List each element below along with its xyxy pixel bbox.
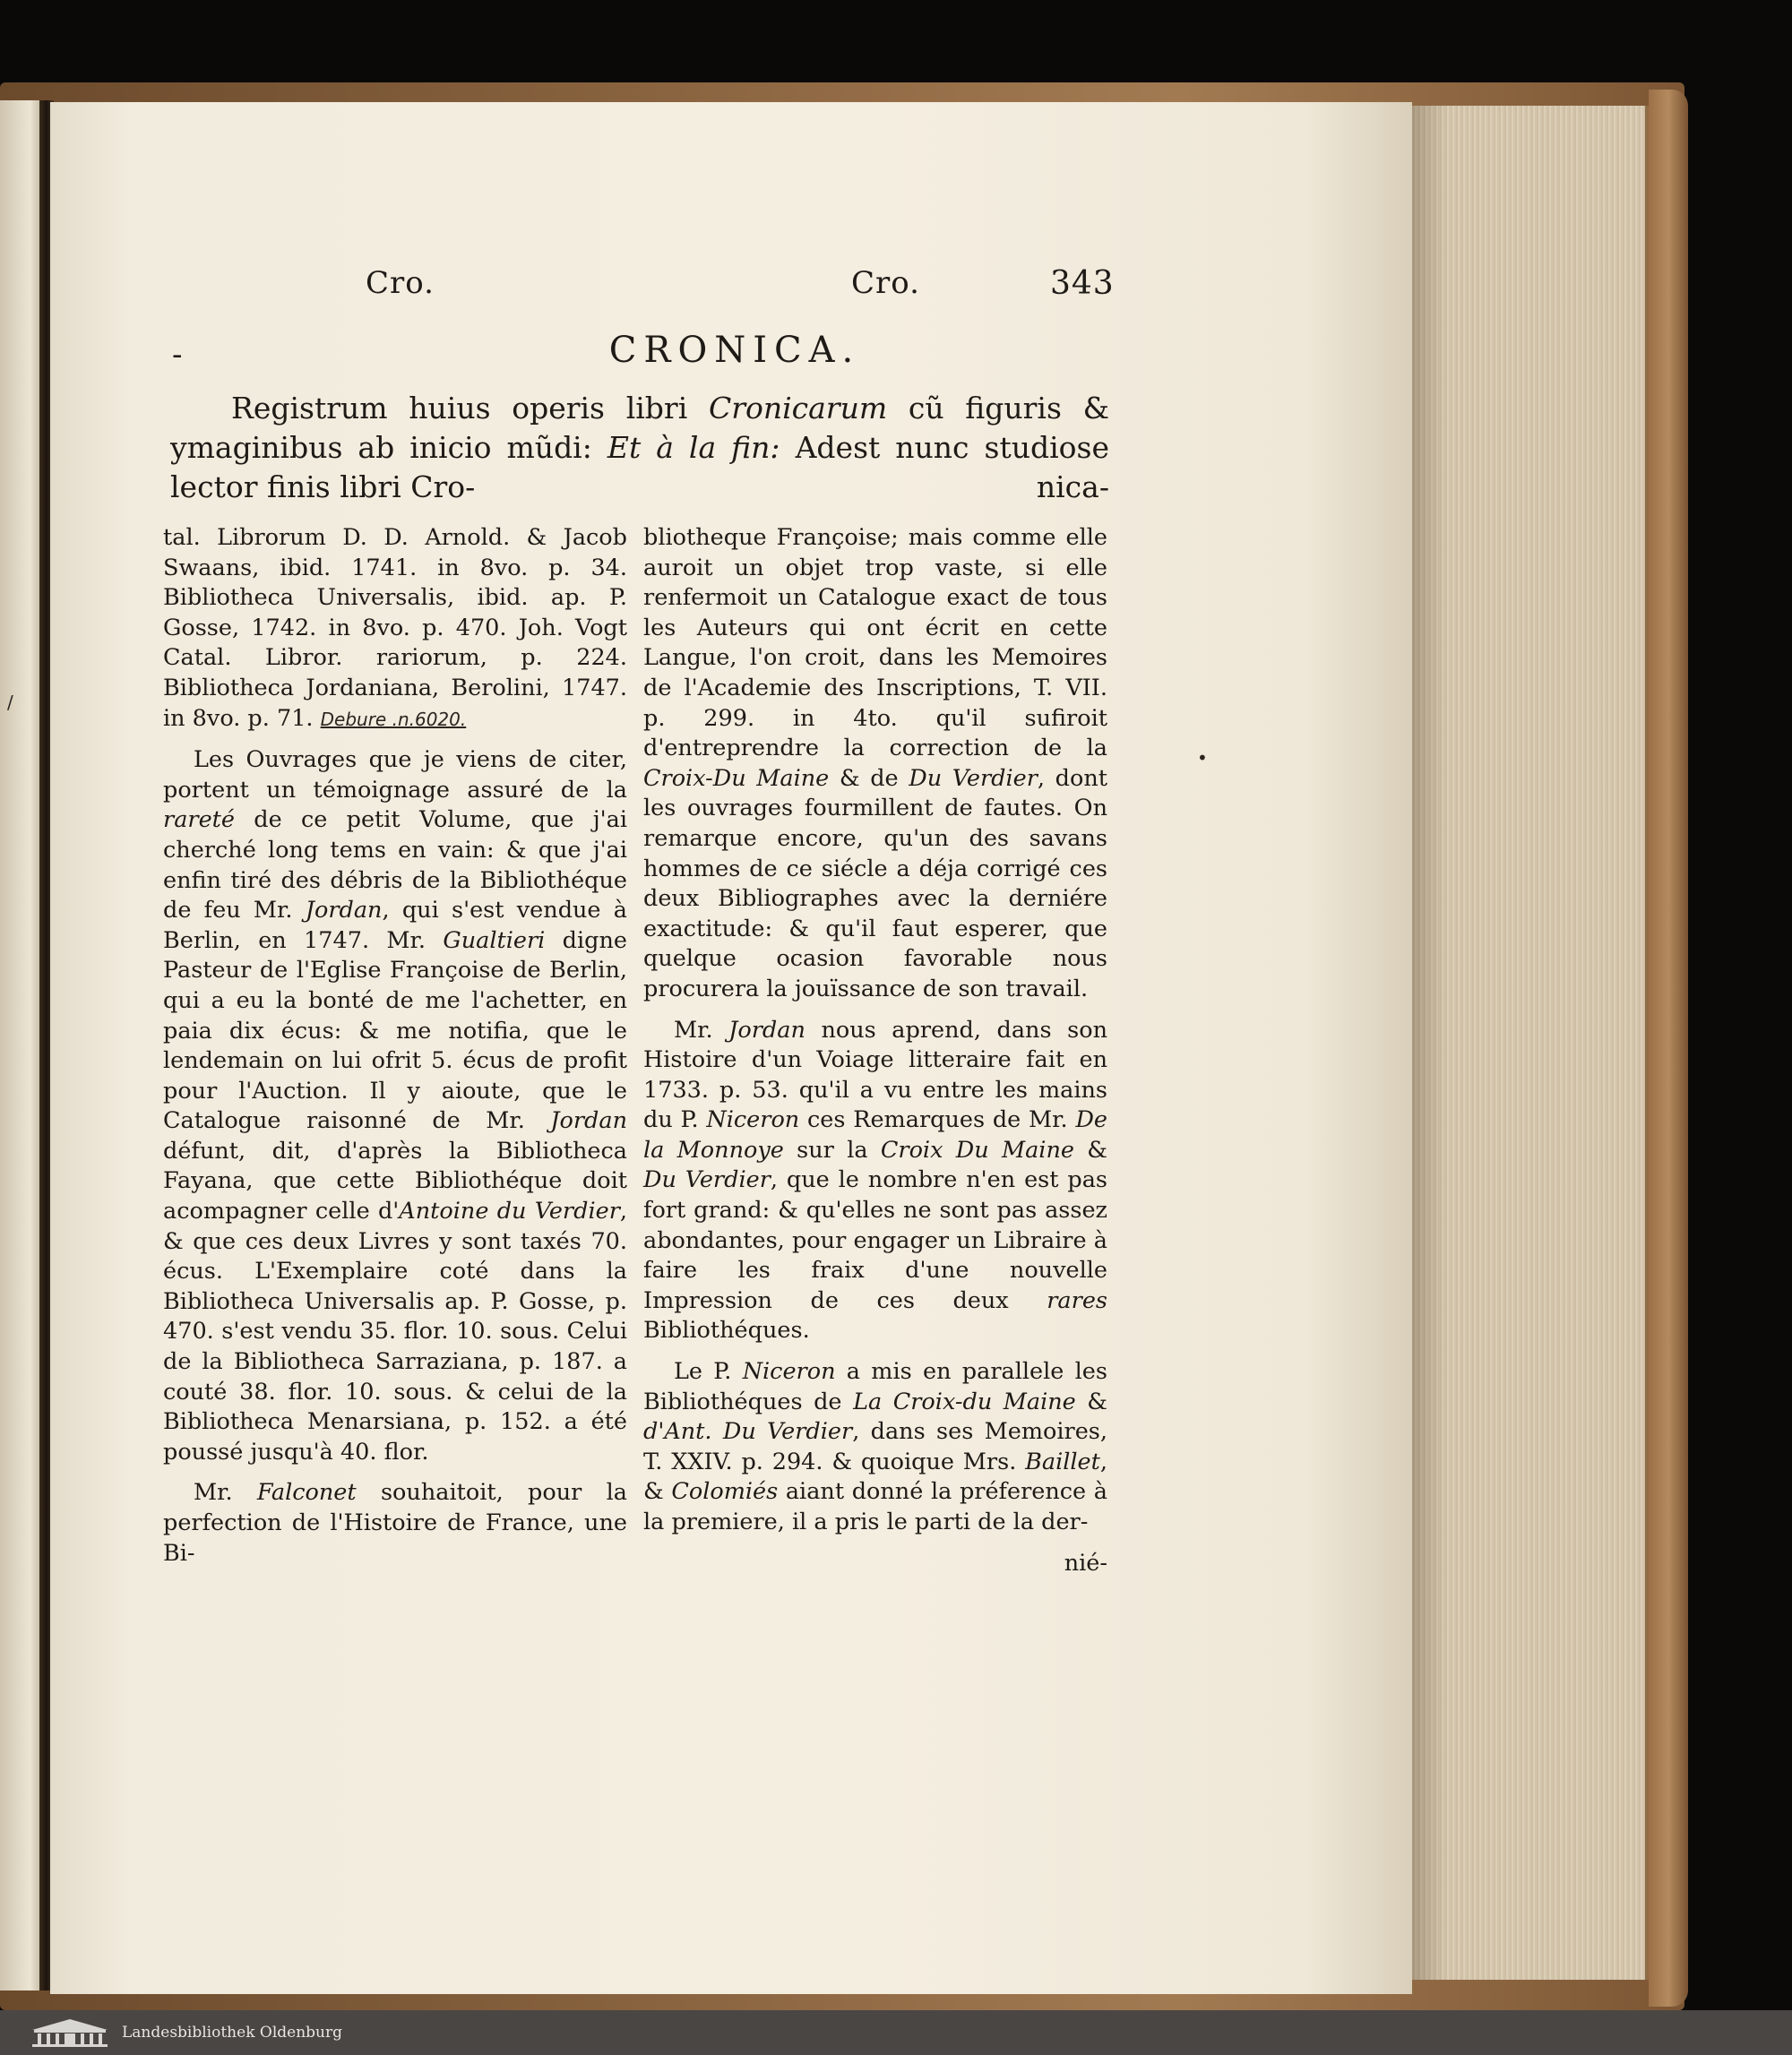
text-run: ces Remarques de Mr. [799,1106,1076,1134]
text-run: & [1073,1136,1107,1164]
italic-text: rares [1047,1286,1107,1314]
text-run: a mis en parallele les Bibliothéques de [643,1358,1107,1415]
italic-text: Niceron [706,1106,800,1134]
italic-text: Niceron [742,1358,836,1386]
catchword: nié- [1064,1549,1107,1577]
italic-text: La Croix-du Maine [853,1388,1076,1415]
italic-text: Du Verdier [643,1166,771,1194]
paragraph [163,1478,627,1569]
paragraph [643,1357,1107,1538]
text-run: , dont les ouvrages fourmillent de fautes. On remarque encore, qu'un des savans hommes de ce siécle a déja corrigé ces deux Bibliographes avec la derniére exactitude: & qu'il faut esperer, que quelque ocasion favorable nous procurera la jouïssance de son travail. [643,764,1107,1002]
text-run: Adest nunc studiose lector finis libri Cro- [170,430,1109,504]
facing-page [0,100,43,1991]
text-run: bliotheque Françoise; mais comme elle auroit un objet trop vaste, si elle renfermoit un Catalogue exact de tous les Auteurs qui ont écrit en cette Langue, l'on croit, dans les Memoires de l'Academie des Inscriptions, T. VII. p. 299. in 4to. qu'il sufiroit d'entreprendre la correction de la [643,524,1107,762]
italic-text: Colomiés [671,1478,779,1506]
left-column [163,523,627,1579]
margin-mark: • [1197,747,1208,769]
page-number: 343 [1050,265,1115,302]
text-run: Registrum huius operis libri [231,391,709,426]
italic-text: Et à la fin: [607,430,780,465]
text-run: nous aprend, dans son Histoire d'un Voiage litteraire fait en 1733. p. 53. qu'il a vu entre les mains du P. [643,1016,1107,1134]
text-run: Le P. [674,1358,743,1386]
italic-text: Gualtieri [443,926,546,954]
italic-text: Du Verdier [909,764,1038,792]
text-run: & [1075,1388,1107,1415]
library-building-icon [27,2017,113,2048]
italic-text: Jordan [728,1016,806,1044]
text-run: aiant donné la préference à la premiere, il a pris le parti de la der- [643,1478,1107,1535]
text-run: & de [829,764,909,792]
paragraph [163,523,627,735]
italic-text: Jordan [550,1107,627,1135]
text-run: , que le nombre n'en est pas fort grand: & qu'elles ne sont pas assez abondantes, pour engager un Libraire à faire les fraix d'une nouvelle Impression de ces deux [643,1166,1107,1314]
italic-text: Croix-Du Maine [643,764,830,792]
paragraph [163,745,627,1467]
italic-text: d'Ant. Du Verdier [643,1418,853,1446]
italic-text: Jordan [305,897,383,924]
title-dash: - [172,337,183,373]
italic-text: Antoine du Verdier [399,1198,620,1225]
right-column [643,523,1107,1578]
text-run: souhaitoit, pour la perfection de l'Histoire de France, une Bi- [163,1479,627,1567]
footer-bar [0,2010,1792,2055]
italic-text: De la Monnoye [643,1106,1107,1164]
handwritten-annotation: Debure .n.6020. [320,708,467,730]
imprint-continuation: nica- [1036,469,1109,504]
text-run: , qui s'est vendue à Berlin, en 1747. Mr. [163,897,627,954]
text-run: cũ figuris & ymaginibus ab inicio mũdi: [170,391,1109,465]
text-run: , & [643,1448,1107,1506]
paragraph [643,1016,1107,1347]
text-run: Les Ouvrages que je viens de citer, portent un témoignage assuré de la [163,746,627,804]
entry-title: CRONICA. [608,330,861,371]
text-run: tal. Librorum D. D. Arnold. & Jacob Swaans, ibid. 1741. in 8vo. p. 34. Bibliotheca Universalis, ibid. ap. P. Gosse, 1742. in 8vo. p. 470. Joh. Vogt Catal. Libror. rariorum, p. 224. Bibliotheca Jordaniana, Berolini, 1747. in 8vo. p. 71. [163,524,627,732]
italic-text: rareté [163,806,236,834]
text-run: Mr. [674,1016,729,1044]
text-run: , & que ces deux Livres y sont taxés 70. écus. L'Exemplaire coté dans la Bibliotheca Universalis ap. P. Gosse, p. 470. s'est vendu 35. flor. 10. sous. Celui de la Bibliotheca Sarraziana, p. 187. a couté 38. flor. 10. sous. & celui de la Bibliotheca Menarsiana, p. 152. a été poussé jusqu'à 40. flor. [163,1198,627,1466]
text-run: , dans ses Memoires, T. XXIV. p. 294. & quoique Mrs. [643,1418,1107,1475]
italic-text: Baillet [1025,1448,1100,1475]
margin-mark: / [7,692,13,713]
cover-edge [1649,90,1688,2007]
italic-text: Falconet [256,1479,357,1507]
running-head-left: Cro. [366,265,435,301]
italic-text: Cronicarum [708,391,888,426]
library-name[interactable]: Landesbibliothek Oldenburg [122,2024,343,2042]
text-run: de ce petit Volume, que j'ai cherché long tems en vain: & que j'ai enfin tiré des débris de la Bibliothéque de feu Mr. [163,806,627,924]
text-run: défunt, dit, d'après la Bibliotheca Fayana, que cette Bibliothéque doit acompagner celle d' [163,1137,627,1225]
text-run: Bibliothéques. [643,1317,810,1345]
text-run: sur la [783,1136,881,1164]
running-head-middle: Cro. [851,265,920,301]
italic-text: Croix Du Maine [880,1136,1074,1164]
text-run: digne Pasteur de l'Eglise Françoise de Berlin, qui a eu la bonté de me l'achetter, en paia dix écus: & me notifia, que le lendemain on lui ofrit 5. écus de profit pour l'Auction. Il y aioute, que le Catalogue raisonné de Mr. [163,926,627,1135]
text-run: Mr. [194,1479,257,1507]
paragraph [643,523,1107,1005]
